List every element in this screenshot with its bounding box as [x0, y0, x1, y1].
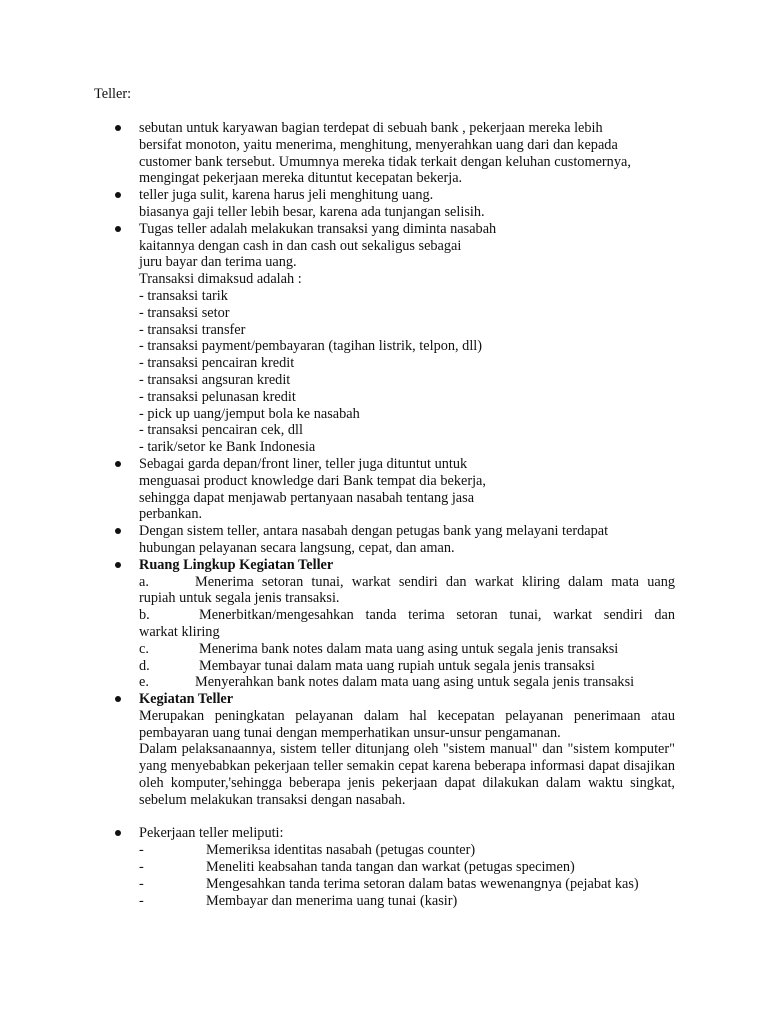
text-line: biasanya gaji teller lebih besar, karena ada tunjangan selisih.	[139, 203, 485, 220]
section-heading: Kegiatan Teller	[139, 691, 234, 708]
item-text: Meneliti keabsahan tanda tangan dan warkat (petugas specimen)	[206, 859, 575, 876]
bullet-icon	[115, 125, 121, 131]
bullet-icon	[115, 461, 121, 467]
paragraph: Dalam pelaksanaannya, sistem teller ditunjang oleh "sistem manual" dan "sistem komputer" yang menyebabkan pekerjaan teller semakin cepat karena beberapa informasi dapat disajikan oleh komputer,'sehingga beberapa jenis pekerjaan dapat dilakukan dalam waktu singkat, sebelum melakukan transaksi dengan nasabah.	[139, 741, 675, 808]
scope-item	[139, 658, 675, 675]
bullet-list	[115, 120, 675, 909]
item-dash: -	[139, 892, 144, 909]
text-line: bersifat monoton, yaitu menerima, menghitung, menyerahkan uang dari dan kepada	[139, 136, 618, 153]
bullet-icon	[115, 830, 121, 836]
text-line: sehingga dapat menjawab pertanyaan nasabah tentang jasa	[139, 489, 475, 506]
item-text: Menerima bank notes dalam mata uang asing untuk segala jenis transaksi	[199, 640, 619, 657]
item-letter: d.	[139, 657, 150, 674]
list-item	[115, 456, 675, 523]
text-line: Pekerjaan teller meliputi:	[139, 825, 284, 842]
list-item	[115, 825, 675, 909]
duty-item	[139, 876, 675, 893]
list-item	[115, 557, 675, 691]
item-text: Mengesahkan tanda terima setoran dalam batas wewenangnya (pejabat kas)	[206, 875, 639, 892]
text-line: hubungan pelayanan secara langsung, cepat, dan aman.	[139, 539, 455, 556]
text-line: - transaksi setor	[139, 304, 230, 321]
text-line: - transaksi pelunasan kredit	[139, 388, 296, 405]
list-item	[115, 187, 675, 221]
text-line: Tugas teller adalah melakukan transaksi yang diminta nasabah	[139, 220, 497, 237]
list-item	[115, 221, 675, 456]
text-line: Sebagai garda depan/front liner, teller juga dituntut untuk	[139, 455, 468, 472]
text-line: - transaksi angsuran kredit	[139, 371, 291, 388]
text-line: - transaksi transfer	[139, 321, 246, 338]
item-letter: b.	[139, 607, 150, 624]
item-letter: a.	[139, 573, 149, 590]
paragraph: Merupakan peningkatan pelayanan dalam hal kecepatan pelayanan penerimaan atau pembayaran uang tunai dengan memperhatikan unsur-unsur pengamanan.	[139, 707, 675, 741]
item-text: Menerbitkan/mengesahkan tanda terima setoran tunai, warkat sendiri dan	[199, 607, 675, 624]
item-dash: -	[139, 875, 144, 892]
duty-item	[139, 859, 675, 876]
scope-item	[139, 674, 675, 691]
duty-item	[139, 842, 675, 859]
text-line: Dengan sistem teller, antara nasabah dengan petugas bank yang melayani terdapat	[139, 523, 609, 540]
bullet-icon	[115, 696, 121, 702]
item-letter: e.	[139, 674, 149, 691]
item-dash: -	[139, 842, 144, 859]
text-line: - transaksi tarik	[139, 287, 228, 304]
item-text: Membayar tunai dalam mata uang rupiah untuk segala jenis transaksi	[199, 657, 595, 674]
text-line: - transaksi pencairan kredit	[139, 355, 295, 372]
document-title: Teller:	[94, 86, 132, 102]
text-line: teller juga sulit, karena harus jeli menghitung uang.	[139, 187, 434, 204]
text-line: - transaksi payment/pembayaran (tagihan listrik, telpon, dll)	[139, 338, 483, 355]
list-item	[115, 120, 675, 187]
text-line: kaitannya dengan cash in dan cash out sekaligus sebagai	[139, 237, 462, 254]
item-text: Memeriksa identitas nasabah (petugas counter)	[206, 842, 476, 859]
scope-item	[139, 574, 675, 591]
text-line: - transaksi pencairan cek, dll	[139, 422, 303, 439]
text-line: juru bayar dan terima uang.	[139, 254, 297, 271]
text-line: sebutan untuk karyawan bagian terdepat di sebuah bank , pekerjaan mereka lebih	[139, 120, 603, 136]
item-continuation: warkat kliring	[139, 623, 220, 640]
text-line: menguasai product knowledge dari Bank tempat dia bekerja,	[139, 472, 486, 489]
item-text: Membayar dan menerima uang tunai (kasir)	[206, 892, 458, 909]
bullet-icon	[115, 528, 121, 534]
scope-item	[139, 607, 675, 624]
text-line: perbankan.	[139, 506, 203, 523]
scope-item	[139, 641, 675, 658]
text-line: Transaksi dimaksud adalah :	[139, 271, 302, 288]
item-text: Menyerahkan bank notes dalam mata uang asing untuk segala jenis transaksi	[195, 674, 635, 691]
text-line: mengingat pekerjaan mereka dituntut kecepatan bekerja.	[139, 170, 463, 187]
bullet-icon	[115, 192, 121, 198]
duty-item	[139, 893, 675, 910]
item-letter: c.	[139, 640, 149, 657]
bullet-icon	[115, 562, 121, 568]
item-continuation: rupiah untuk segala jenis transaksi.	[139, 590, 340, 607]
section-heading: Ruang Lingkup Kegiatan Teller	[139, 556, 334, 573]
list-item	[115, 691, 675, 809]
text-line: customer bank tersebut. Umumnya mereka tidak terkait dengan keluhan customernya,	[139, 153, 631, 170]
text-line: - pick up uang/jemput bola ke nasabah	[139, 405, 360, 422]
item-dash: -	[139, 859, 144, 876]
item-text: Menerima setoran tunai, warkat sendiri dan warkat kliring dalam mata uang	[195, 573, 675, 590]
list-item	[115, 523, 675, 557]
text-line: - tarik/setor ke Bank Indonesia	[139, 439, 316, 456]
bullet-icon	[115, 226, 121, 232]
